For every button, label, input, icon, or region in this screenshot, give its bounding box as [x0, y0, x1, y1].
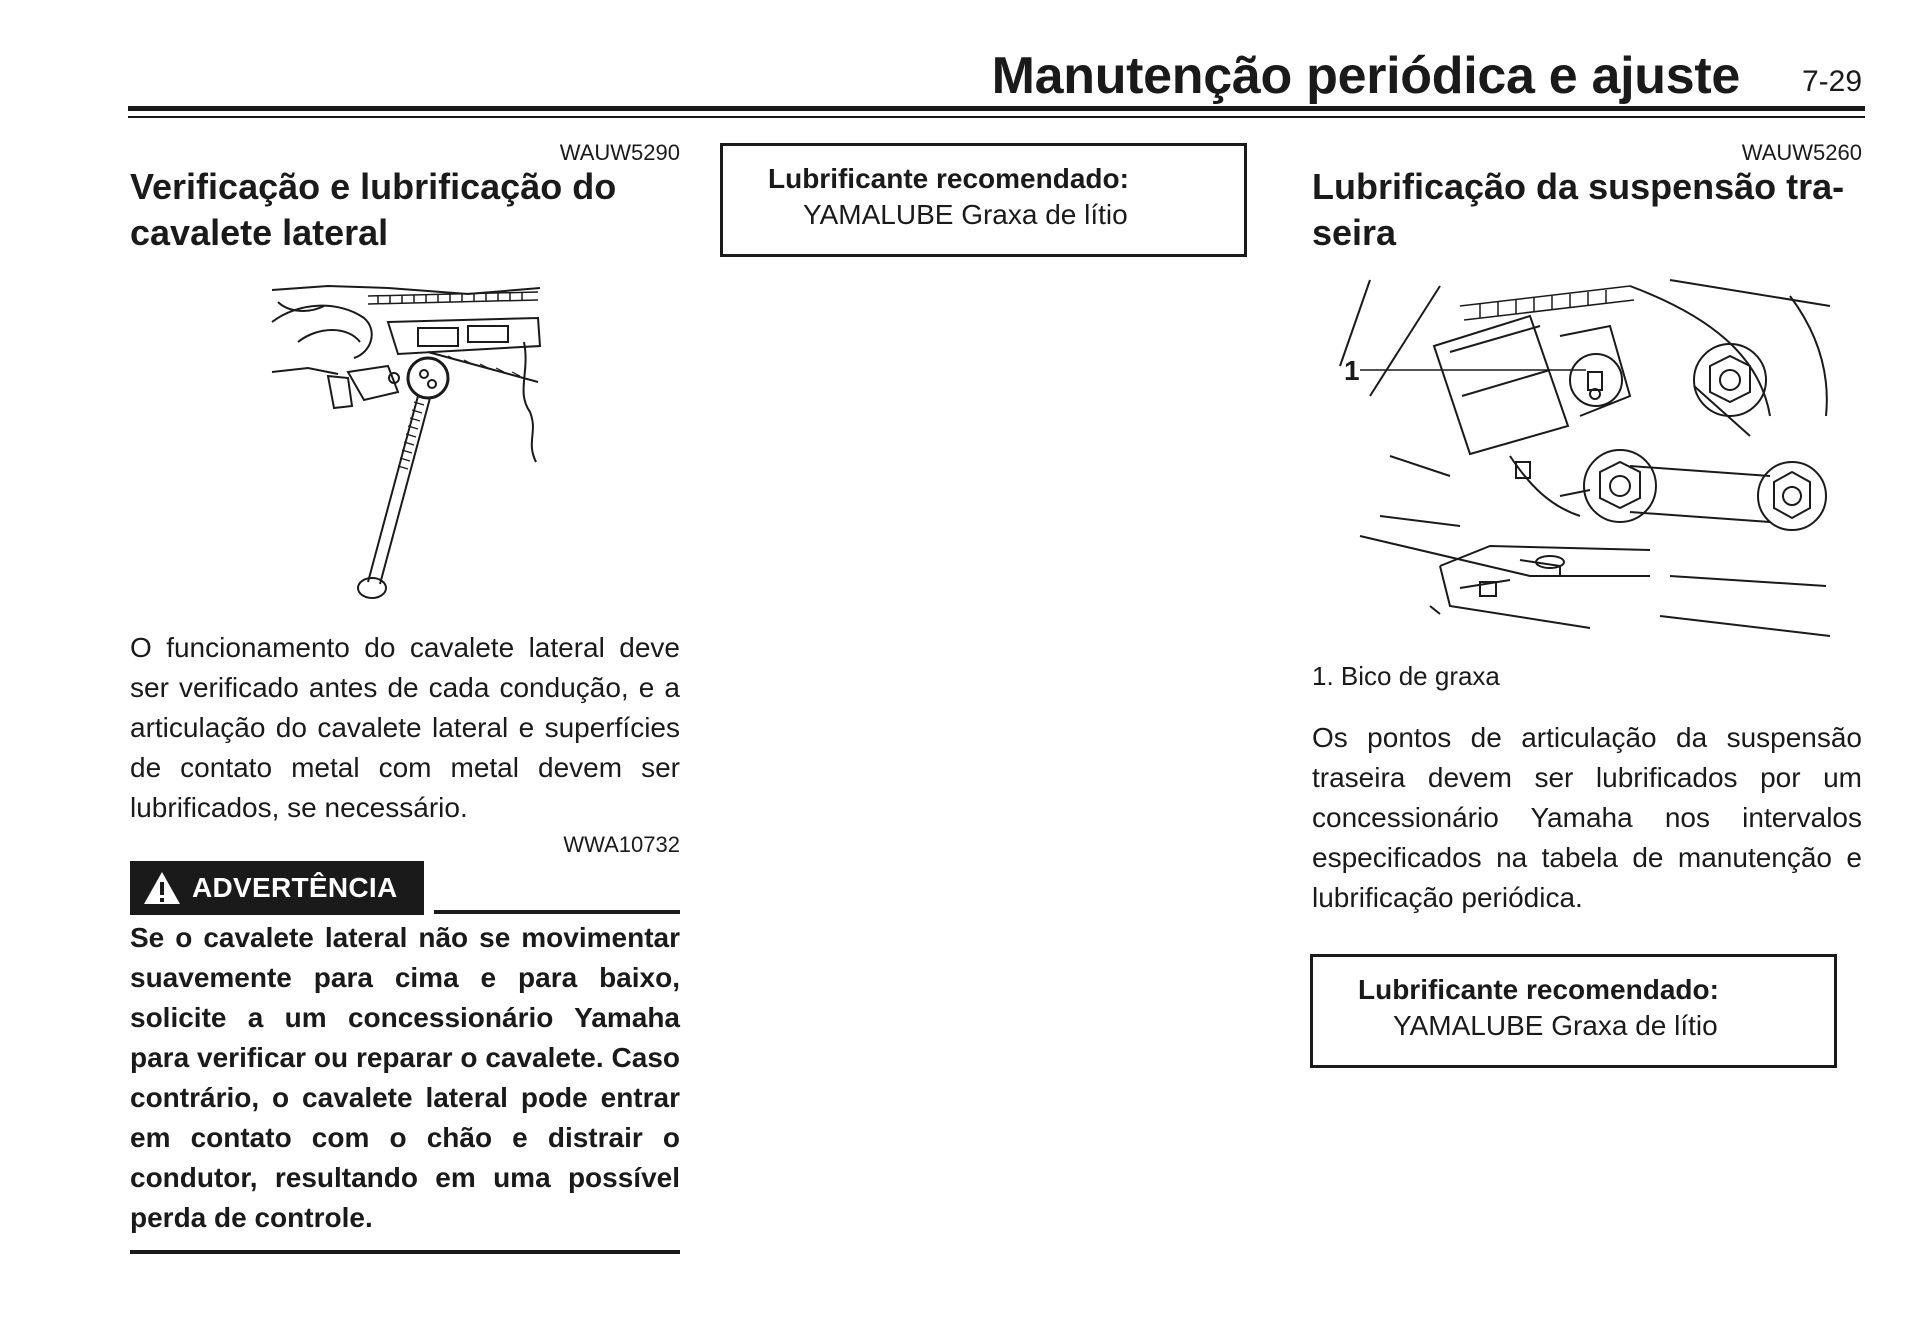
section-heading [1312, 164, 1872, 256]
section-code: WAUW5290 [559, 140, 680, 165]
sidestand-illustration [268, 282, 544, 608]
page-number: 7-29 [1801, 65, 1862, 98]
section-heading-line: Verificação e lubrificação do [130, 166, 617, 207]
section-body: Os pontos de articulação da suspensão traseira devem ser lubrificados por um concessionário Yamaha nos intervalos especificados na tabela de manutenção e lubrificação periódica. [1312, 722, 1862, 913]
lubricant-value: YAMALUBE Graxa de lítio [1393, 1010, 1718, 1041]
section-heading-line: Lubrificação da suspensão tra- [1312, 166, 1845, 207]
section-code: WAUW5260 [1741, 140, 1862, 165]
warning-triangle-icon [142, 870, 182, 906]
lubricant-label: Lubrificante recomendado: [1358, 974, 1719, 1005]
page-title: Manutenção periódica e ajuste [991, 47, 1740, 105]
figure-callout: 1 [1344, 355, 1360, 386]
lubricant-box [1310, 954, 1837, 1068]
section-heading-line: seira [1312, 212, 1397, 253]
lubricant-label: Lubrificante recomendado: [768, 163, 1129, 194]
lubricant-box [720, 143, 1247, 257]
warning-badge [130, 861, 424, 915]
header-rule [128, 106, 1865, 111]
header-rule-thin [128, 116, 1865, 118]
warning-label: ADVERTÊNCIA [192, 872, 398, 903]
warning-end-rule [130, 1250, 680, 1254]
section-heading-line: cavalete lateral [130, 212, 389, 253]
warning-code: WWA10732 [563, 832, 680, 857]
warning-rule [434, 910, 680, 914]
section-body: O funcionamento do cavalete lateral deve ser verificado antes de cada condução, e a articulação do cavalete lateral e superfícies de contato metal com metal devem ser lubrificados, se necessário. [130, 632, 680, 823]
section-heading [130, 164, 690, 256]
lubricant-value: YAMALUBE Graxa de lítio [803, 199, 1128, 230]
warning-text: Se o cavalete lateral não se movimentar suavemente para cima e para baixo, solicite a um concessionário Yamaha para verificar ou reparar o cavalete. Caso contrário, o cavalete lateral pode entrar em contato com o chão e distrair o condutor, resultando em uma possível perda de controle. [130, 922, 680, 1233]
figure-caption: 1. Bico de graxa [1312, 661, 1500, 691]
rear-suspension-illustration [1330, 276, 1840, 648]
